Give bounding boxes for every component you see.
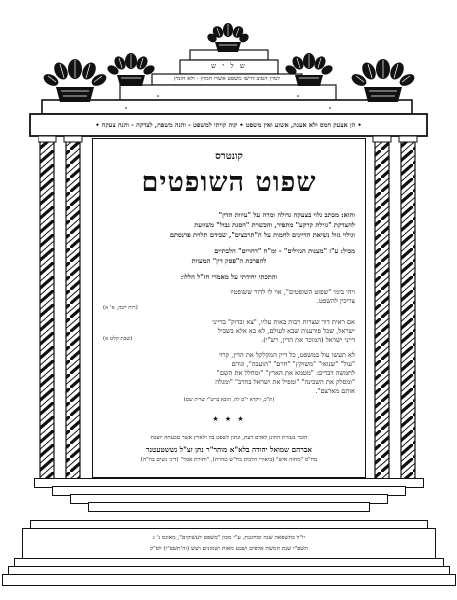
center-plant-vase <box>205 20 251 54</box>
quote3-line-3: לחמשה דברים: "מטמא את הארץ" "ומחלל את השם" <box>216 369 355 377</box>
quote3-line-2: "עול" "שנואי" "משוקץ" "חרם" "תועבה", וגורם <box>231 360 355 368</box>
quote1-source: (רות רבה, א' א) <box>103 305 138 311</box>
top-sign-motto: למרן הטוב דרשו משפט אשרו חמוץ - ולא חומץ <box>174 76 280 82</box>
quote1-line-1: ויהי בימי "שפוט השופטים", אוי לו לדור ששופטיו <box>230 288 355 296</box>
upper-banner: • הן אצעק חמס ולא אענה, אשוע ואין משפט • קוה קויתי למשפט - והנה משפח, לצדקה - והנה צעקה • <box>95 121 362 129</box>
footer-line-2: תשפ"ו שנת חמשת אלפים ושבע מאות ושמונים ושש (וה'תשפ"ו) לפ"ק <box>150 546 308 552</box>
text-panel <box>92 138 366 478</box>
quote2-line-1: אם ראית דור שצרות רבות באות עליו, "צא ובדוק" בדייני <box>212 318 355 326</box>
booklet-label: קונטרס <box>215 151 243 162</box>
author-line-1: חובר בעזרת החונן לאדם דעת, ונתון לשפט בה ולארץ אשר טבעתה יוצבת <box>150 435 308 441</box>
left-inner-plant-vase <box>105 50 157 88</box>
quote3-line-5: אותם מארצם". <box>315 387 355 395</box>
top-sign-label: ש ל י ש <box>211 62 247 70</box>
plinth-base-3 <box>2 574 456 586</box>
left-columns <box>38 136 92 488</box>
opening-line: והתכתי יחידתי על מאמרי חז"ל הללו: <box>180 273 278 281</box>
author-name: אברהם שמואל יהודה בלא"א מוהר"ר נתן זצ"ל נששטעטנר <box>146 445 312 454</box>
right-columns <box>365 136 419 488</box>
scope-line-1: מכיל: ע"ז "מענות הגזילים" - ומ"ח "דחויים" הלבתיים <box>214 247 355 255</box>
scope-line-2: להפרכת ה"פסק דין" המעוות <box>191 257 267 265</box>
quote3-source: (ת"כ, ויקרא י"ט לה, הובא ברש"י שרית שם) <box>183 397 275 403</box>
stars-separator: ★ ★ ★ <box>212 415 246 423</box>
right-outer-plant-vase <box>350 56 416 106</box>
intro-line-2: להצדקת "גזילת קרקע" מתפיר, והכשרת "הסגת גבול" משוועת <box>194 221 355 229</box>
left-outer-plant-vase <box>42 56 108 106</box>
quote1-line-2: צריכין להשפט. <box>316 297 355 305</box>
quote2-line-3: דייני ישראל (המוכר את הדין, רש"י). <box>261 336 355 344</box>
footer-line-1: יו"ל בתשפאה שנה ומחוננת, ע"י מכון "משפט לעשוקים", מאונס נ' ג <box>152 535 306 541</box>
quote3-line-4: "ומסלק את השכינה" "ומפיל את ישראל בחרב" "ומגלה <box>215 378 355 386</box>
quote3-line-1: לא תעשו עול במשפט, כל דיין המקלקל את הדין, קרוי <box>219 351 355 359</box>
main-title: שפוט השופטים <box>141 167 317 198</box>
quote2-source: (שבת קלט א) <box>103 336 133 342</box>
author-works: מח"ס "מחזה איש" (ביאורי הלכות בח"ש טהרת), "ותורת אמך" (דיני נשים בח"ה) <box>140 457 318 463</box>
quote2-line-2: ישראל, שכל פורענות שבא לעולם, לא בא אלא בשביל <box>217 327 355 335</box>
intro-line-1: והוא: מכתב גלוי בצעקה גדולה ומרה על "עיוות הדין" <box>218 211 355 219</box>
intro-line-3: וגילוי גזול נשיאת הדיינים לחמות על ה"תרבצים", שבידם תלוית פרנסתם <box>169 231 355 239</box>
plinth-box <box>22 528 436 560</box>
base-step-4 <box>88 502 370 512</box>
